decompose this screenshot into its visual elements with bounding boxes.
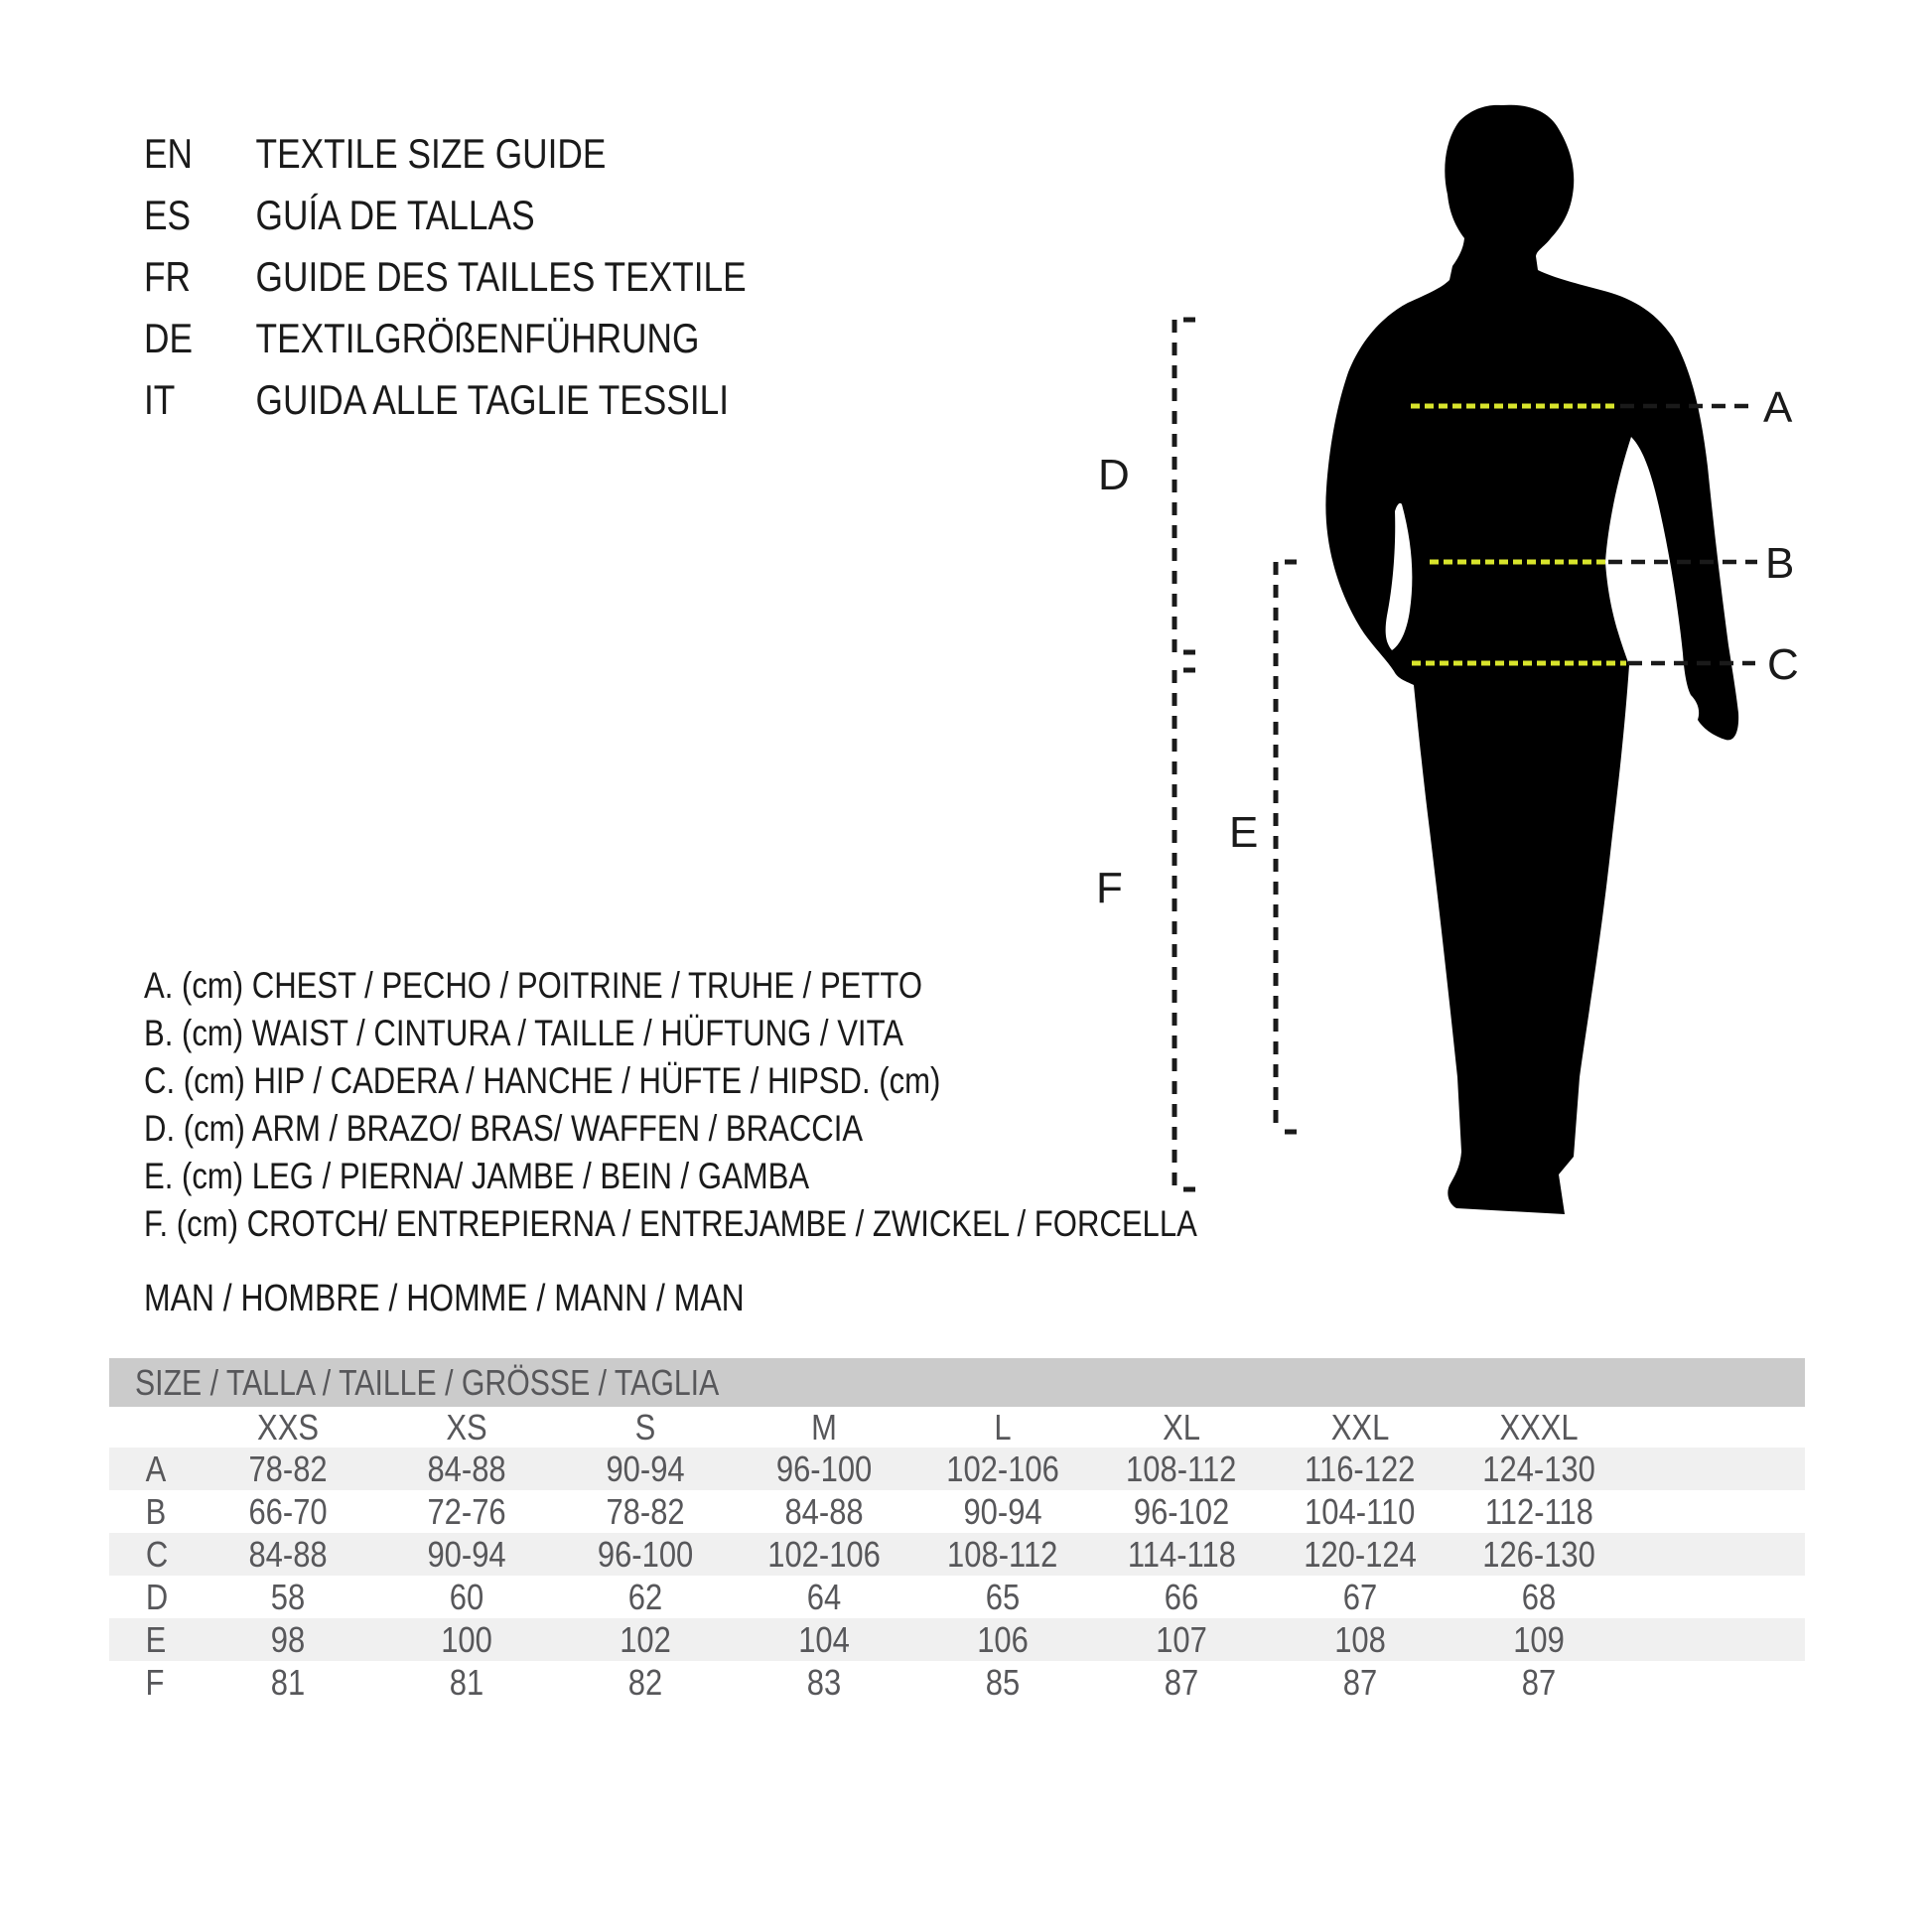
legend-line-crotch [144,1200,1398,1248]
table-cell [556,1619,735,1661]
row-label-text: F [145,1661,165,1703]
table-cell-value: 116-122 [1305,1448,1416,1489]
category-text: MAN / HOMBRE / HOMME / MANN / MAN [144,1277,745,1319]
table-row [109,1661,1805,1704]
table-cell-value: 60 [449,1576,484,1617]
table-cell-value: 67 [1342,1576,1378,1617]
size-columns-row [109,1407,1805,1448]
table-cell [556,1491,735,1533]
legend-line-leg [144,1153,1398,1200]
size-column-header [556,1407,735,1449]
table-cell-value: 83 [806,1661,842,1703]
language-row-it [144,369,747,431]
table-cell-value: 65 [985,1576,1021,1617]
row-label [109,1662,199,1704]
table-cell [556,1662,735,1704]
table-cell [735,1534,913,1576]
table-cell [377,1662,556,1704]
table-row [109,1448,1805,1490]
table-cell-value: 68 [1521,1576,1557,1617]
size-column-label: S [634,1407,656,1448]
language-row-fr [144,246,747,308]
language-code: EN [144,130,194,177]
table-cell-value: 96-102 [1133,1490,1230,1532]
table-cell [1092,1449,1271,1490]
table-cell-value: 90-94 [963,1490,1042,1532]
table-cell [1271,1577,1449,1618]
row-label [109,1491,199,1533]
table-cell [1271,1619,1449,1661]
table-cell [1449,1577,1628,1618]
table-cell-value: 120-124 [1304,1533,1417,1575]
table-cell [735,1577,913,1618]
table-cell-value: 87 [1521,1661,1557,1703]
table-cell [556,1449,735,1490]
table-cell [1271,1534,1449,1576]
table-cell [913,1491,1092,1533]
legend-text: D. (cm) ARM / BRAZO/ BRAS/ WAFFEN / BRACCIA [144,1108,864,1149]
size-column-header [913,1407,1092,1449]
size-table [109,1358,1805,1704]
legend-line-waist [144,1010,1398,1057]
table-row [109,1533,1805,1576]
chest-letter: A [1763,383,1793,432]
table-cell [735,1662,913,1704]
table-row [109,1576,1805,1618]
table-cell [1449,1449,1628,1490]
table-cell [199,1491,377,1533]
table-cell [913,1577,1092,1618]
table-cell-value: 104-110 [1305,1490,1416,1532]
table-cell [913,1662,1092,1704]
language-guide-block [144,123,861,431]
size-column-header [735,1407,913,1449]
table-cell [735,1619,913,1661]
table-cell-value: 102-106 [767,1533,881,1575]
language-code: FR [144,253,192,300]
table-cell-value: 107 [1156,1618,1207,1660]
legend-text: F. (cm) CROTCH/ ENTREPIERNA / ENTREJAMBE / ZWICKEL / FORCELLA [144,1203,1197,1244]
legend-line-arm [144,1105,1398,1153]
size-column-header [1449,1407,1628,1449]
table-cell-value: 58 [270,1576,306,1617]
table-cell-value: 90-94 [606,1448,685,1489]
legend-text: E. (cm) LEG / PIERNA/ JAMBE / BEIN / GAMBA [144,1156,810,1196]
table-cell-value: 82 [627,1661,663,1703]
language-code: ES [144,192,192,238]
table-cell [1092,1534,1271,1576]
size-column-header [377,1407,556,1449]
table-cell-value: 84-88 [427,1448,506,1489]
table-cell [1092,1577,1271,1618]
table-cell [1092,1619,1271,1661]
table-cell-value: 78-82 [606,1490,685,1532]
table-cell-value: 78-82 [248,1448,328,1489]
language-row-es [144,185,747,246]
size-column-label: XXL [1330,1407,1390,1448]
table-cell-value: 124-130 [1482,1448,1595,1489]
table-cell [913,1449,1092,1490]
table-cell [556,1577,735,1618]
table-cell-value: 108 [1334,1618,1386,1660]
table-cell-value: 81 [270,1661,306,1703]
table-cell [1092,1491,1271,1533]
table-cell [199,1619,377,1661]
table-cell [556,1534,735,1576]
language-code: IT [144,376,176,423]
table-cell-value: 87 [1342,1661,1378,1703]
table-cell-value: 126-130 [1482,1533,1595,1575]
row-label [109,1577,199,1618]
legend-text: A. (cm) CHEST / PECHO / POITRINE / TRUHE / PETTO [144,965,923,1006]
language-row-de [144,308,747,369]
table-cell-value: 72-76 [427,1490,506,1532]
table-cell-value: 64 [806,1576,842,1617]
table-cell [199,1534,377,1576]
row-label-text: A [145,1448,167,1489]
table-cell-value: 85 [985,1661,1021,1703]
table-cell [1449,1619,1628,1661]
legend-line-hip [144,1057,1398,1105]
table-cell-value: 87 [1164,1661,1199,1703]
guide-title: GUIDE DES TAILLES TEXTILE [255,253,747,300]
arm-torso-gap [1386,503,1413,650]
table-cell-value: 102-106 [946,1448,1059,1489]
table-cell [913,1619,1092,1661]
size-table-body [109,1448,1805,1704]
size-column-label: XXXL [1499,1407,1579,1448]
table-cell-value: 108-112 [947,1533,1058,1575]
leg-letter: E [1229,808,1259,857]
table-cell-value: 102 [620,1618,671,1660]
table-cell [377,1491,556,1533]
hip-letter: C [1767,640,1799,689]
language-code: DE [144,315,194,361]
table-cell [913,1534,1092,1576]
size-column-label: XL [1163,1407,1200,1448]
language-row-en [144,123,747,185]
table-cell [735,1449,913,1490]
size-column-header [1092,1407,1271,1449]
table-cell-value: 66 [1164,1576,1199,1617]
table-cell-value: 90-94 [427,1533,506,1575]
table-cell [1449,1491,1628,1533]
guide-title: TEXTILGRÖßENFÜHRUNG [255,315,700,361]
table-row [109,1618,1805,1661]
arm-letter: D [1098,451,1130,499]
table-cell-value: 106 [977,1618,1029,1660]
table-cell-value: 81 [449,1661,484,1703]
row-label-text: C [145,1533,169,1575]
table-cell-value: 62 [627,1576,663,1617]
table-row [109,1490,1805,1533]
size-column-label: XXS [257,1407,319,1448]
table-cell [1092,1662,1271,1704]
table-cell-value: 98 [270,1618,306,1660]
table-cell-value: 112-118 [1484,1490,1593,1532]
table-cell [199,1577,377,1618]
row-label-text: E [145,1618,167,1660]
table-cell [1271,1491,1449,1533]
row-label [109,1449,199,1490]
row-label [109,1619,199,1661]
row-label-text: D [145,1576,169,1617]
table-cell [1449,1534,1628,1576]
table-cell-value: 104 [798,1618,850,1660]
table-cell-value: 84-88 [248,1533,328,1575]
table-cell-value: 109 [1513,1618,1565,1660]
guide-title: GUIDA ALLE TAGLIE TESSILI [255,376,730,423]
size-column-header [199,1407,377,1449]
table-cell [377,1534,556,1576]
waist-letter: B [1765,539,1795,588]
legend-text: B. (cm) WAIST / CINTURA / TAILLE / HÜFTUNG / VITA [144,1013,903,1053]
measurement-legend [144,962,1398,1248]
row-label [109,1534,199,1576]
table-cell [377,1619,556,1661]
category-line [144,1275,859,1322]
table-cell [199,1662,377,1704]
table-cell [199,1449,377,1490]
table-cell [1449,1662,1628,1704]
guide-title: TEXTILE SIZE GUIDE [255,130,607,177]
size-table-title: SIZE / TALLA / TAILLE / GRÖSSE / TAGLIA [135,1361,720,1403]
table-cell-value: 96-100 [775,1448,873,1489]
table-cell-value: 96-100 [597,1533,694,1575]
table-cell-value: 84-88 [784,1490,864,1532]
size-table-header-bar [109,1358,1805,1407]
table-cell-value: 66-70 [248,1490,328,1532]
table-cell [1271,1662,1449,1704]
table-cell-value: 114-118 [1127,1533,1236,1575]
row-label-text: B [145,1490,167,1532]
size-column-label: M [811,1407,837,1448]
guide-title: GUÍA DE TALLAS [255,192,535,238]
size-column-header [1271,1407,1449,1449]
size-column-label: L [994,1407,1012,1448]
table-cell-value: 108-112 [1126,1448,1237,1489]
crotch-letter: F [1096,864,1123,912]
size-column-label: XS [446,1407,487,1448]
legend-line-chest [144,962,1398,1010]
legend-text: C. (cm) HIP / CADERA / HANCHE / HÜFTE / HIPSD. (cm) [144,1060,941,1101]
table-cell [735,1491,913,1533]
table-cell [1271,1449,1449,1490]
table-cell [377,1449,556,1490]
table-cell [377,1577,556,1618]
table-cell-value: 100 [441,1618,492,1660]
